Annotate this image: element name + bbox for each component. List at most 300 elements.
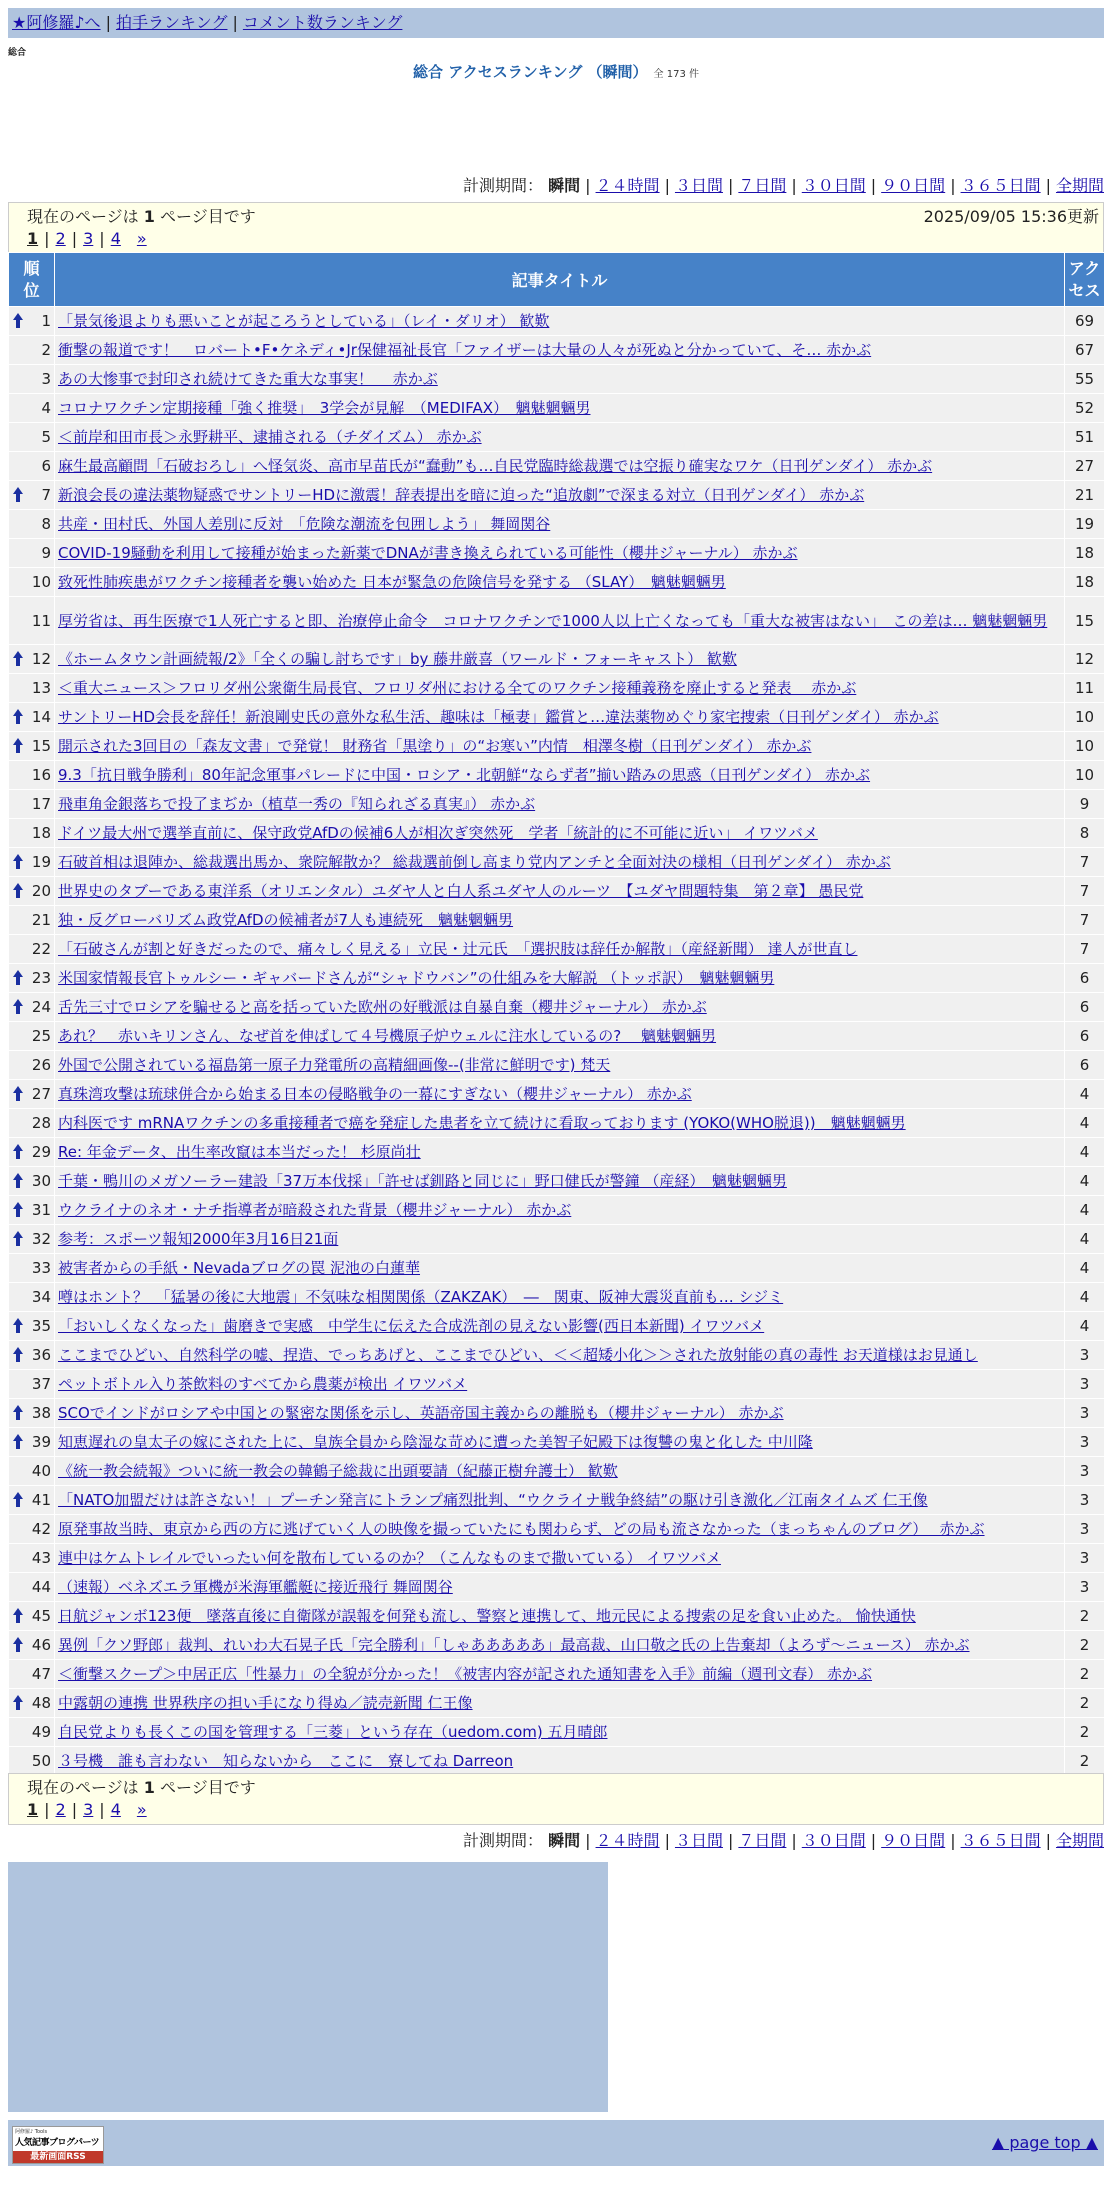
period-link-30d-bottom[interactable]: ３０日間 bbox=[801, 1831, 866, 1850]
access-count: 6 bbox=[1065, 964, 1105, 993]
period-label: 計測期間： bbox=[463, 176, 544, 195]
pager-link-2[interactable]: 2 bbox=[55, 229, 66, 248]
article-link[interactable]: 被害者からの手紙・Nevadaブログの罠 泥池の白蓮華 bbox=[58, 1259, 421, 1277]
article-link[interactable]: 共産・田村氏、外国人差別に反対 「危険な潮流を包囲しよう」 舞岡関谷 bbox=[58, 515, 551, 533]
title-cell bbox=[55, 703, 1065, 732]
rank-number: 32 bbox=[31, 1230, 51, 1248]
period-link-all[interactable]: 全期間 bbox=[1055, 176, 1104, 195]
article-link[interactable]: 千葉・鴨川のメガソーラー建設「37万本伐採」「許せば釧路と同じに」野口健氏が警鐘 （産経） 魑魅魍魎男 bbox=[58, 1172, 787, 1190]
period-link-24h[interactable]: ２４時間 bbox=[595, 176, 660, 195]
access-count: 6 bbox=[1065, 1051, 1105, 1080]
top-nav-bar: ★阿修羅♪へ | 拍手ランキング | コメント数ランキング bbox=[8, 8, 1104, 38]
rank-cell bbox=[9, 510, 55, 539]
rank-up-arrow-icon bbox=[13, 970, 23, 986]
title-cell bbox=[55, 1138, 1065, 1167]
table-row bbox=[9, 877, 1105, 906]
rank-number: 23 bbox=[31, 969, 51, 987]
title-cell bbox=[55, 906, 1065, 935]
rank-number: 47 bbox=[31, 1665, 51, 1683]
ranking-table bbox=[8, 252, 1105, 1776]
article-link[interactable]: 噂はホント？ 「猛暑の後に大地震」不気味な相関関係（ZAKZAK） ― 関東、阪神大震災直前も… シジミ bbox=[58, 1288, 784, 1306]
title-cell bbox=[55, 394, 1065, 423]
article-link[interactable]: ＜衝撃スクープ＞中居正広「性暴力」の全貌が分かった！《被害内容が記された通知書を入手》前編（週刊文春） 赤かぶ bbox=[58, 1665, 873, 1683]
article-link[interactable]: 厚労省は、再生医療で1人死亡すると即、治療停止命令 コロナワクチンで1000人以上亡くなっても「重大な被害はない」 この差は… 魑魅魍魎男 bbox=[58, 611, 1048, 630]
table-row bbox=[9, 1457, 1105, 1486]
article-link[interactable]: 自民党よりも長くこの国を管理する「三菱」という存在（uedom.com) 五月晴郎 bbox=[58, 1723, 608, 1741]
article-link[interactable]: ＜前岸和田市長＞永野耕平、逮捕される（チダイズム） 赤かぶ bbox=[58, 428, 482, 446]
rank-number: 18 bbox=[31, 824, 51, 842]
rank-cell bbox=[9, 1254, 55, 1283]
title-cell bbox=[55, 510, 1065, 539]
table-row bbox=[9, 732, 1105, 761]
title-cell bbox=[55, 481, 1065, 510]
access-count: 4 bbox=[1065, 1312, 1105, 1341]
rank-cell bbox=[9, 790, 55, 819]
access-count: 2 bbox=[1065, 1689, 1105, 1718]
article-link[interactable]: ここまでひどい、自然科学の嘘、捏造、でっちあげと、ここまでひどい、＜＜超矮小化＞＞された放射能の真の毒性 お天道様はお見通し bbox=[58, 1346, 978, 1364]
access-count: 18 bbox=[1065, 568, 1105, 597]
table-row bbox=[9, 1225, 1105, 1254]
title-cell bbox=[55, 1747, 1065, 1776]
rank-number: 25 bbox=[31, 1027, 51, 1045]
table-row bbox=[9, 1573, 1105, 1602]
rank-number: 8 bbox=[41, 515, 51, 533]
title-cell bbox=[55, 568, 1065, 597]
page-title-text: 総合 アクセスランキング （瞬間） bbox=[413, 63, 648, 81]
article-link[interactable]: 《統一教会続報》ついに統一教会の韓鶴子総裁に出頭要請（紀藤正樹弁護士） 歓歎 bbox=[58, 1462, 618, 1480]
title-cell bbox=[55, 307, 1065, 336]
title-cell bbox=[55, 1689, 1065, 1718]
nav-link-applause-ranking[interactable]: 拍手ランキング bbox=[115, 13, 228, 32]
rank-cell bbox=[9, 1573, 55, 1602]
access-count: 8 bbox=[1065, 819, 1105, 848]
pager-top: 1 | 2 | 3 | 4 » bbox=[27, 229, 147, 248]
table-row bbox=[9, 906, 1105, 935]
access-count: 3 bbox=[1065, 1341, 1105, 1370]
article-link[interactable]: 原発事故当時、東京から西の方に逃げていく人の映像を撮っていたにも関わらず、どの局も流さなかった（まっちゃんのブログ） 赤かぶ bbox=[58, 1520, 985, 1538]
article-link[interactable]: 米国家情報長官トゥルシー・ギャバードさんが“シャドウバン”の仕組みを大解説 （トッポ訳） 魑魅魍魎男 bbox=[58, 969, 775, 987]
rank-number: 34 bbox=[31, 1288, 51, 1306]
article-link[interactable]: ペットボトル入り茶飲料のすべてから農薬が検出 イワツバメ bbox=[58, 1375, 468, 1393]
article-link[interactable]: あの大惨事で封印され続けてきた重大な事実！ 赤かぶ bbox=[58, 370, 438, 388]
rank-up-arrow-icon bbox=[13, 1608, 23, 1624]
table-row bbox=[9, 1689, 1105, 1718]
rank-number: 13 bbox=[31, 679, 51, 697]
table-row bbox=[9, 935, 1105, 964]
rank-up-arrow-icon bbox=[13, 1173, 23, 1189]
rank-number: 1 bbox=[41, 312, 51, 330]
article-link[interactable]: SCOでインドがロシアや中国との緊密な関係を示し、英語帝国主義からの離脱も（櫻井ジャーナル） 赤かぶ bbox=[58, 1404, 784, 1422]
title-cell bbox=[55, 964, 1065, 993]
access-count: 2 bbox=[1065, 1602, 1105, 1631]
period-selector-top: 計測期間： 瞬間 | ２４時間 | ３日間 | ７日間 | ３０日間 | ９０日間 | ３６５日間 | 全期間 bbox=[463, 176, 1104, 195]
title-cell bbox=[55, 674, 1065, 703]
title-cell bbox=[55, 761, 1065, 790]
article-link[interactable]: 連中はケムトレイルでいったい何を散布しているのか？（こんなものまで撒いている） イワツバメ bbox=[58, 1549, 721, 1567]
rank-number: 50 bbox=[31, 1752, 51, 1770]
table-row bbox=[9, 1602, 1105, 1631]
table-row bbox=[9, 1399, 1105, 1428]
title-cell bbox=[55, 819, 1065, 848]
title-cell bbox=[55, 1370, 1065, 1399]
title-cell bbox=[55, 1254, 1065, 1283]
page-top-link[interactable]: ▲ page top ▲ bbox=[991, 2133, 1098, 2152]
access-count: 18 bbox=[1065, 539, 1105, 568]
article-link[interactable]: 内科医です mRNAワクチンの多重接種者で癌を発症した患者を立て続けに看取っております (YOKO(WHO脱退)) 魑魅魍魎男 bbox=[58, 1114, 906, 1132]
title-cell bbox=[55, 539, 1065, 568]
table-row bbox=[9, 1196, 1105, 1225]
article-link[interactable]: 世界史のタブーである東洋系（オリエンタル）ユダヤ人と白人系ユダヤ人のルーツ 【ユダヤ問題特集 第２章】 愚民党 bbox=[58, 882, 864, 900]
rank-cell bbox=[9, 1283, 55, 1312]
rank-number: 10 bbox=[31, 573, 51, 591]
rank-cell bbox=[9, 1370, 55, 1399]
rank-number: 44 bbox=[31, 1578, 51, 1596]
rank-number: 29 bbox=[31, 1143, 51, 1161]
rank-number: 20 bbox=[31, 882, 51, 900]
title-cell bbox=[55, 1428, 1065, 1457]
table-row bbox=[9, 1283, 1105, 1312]
article-link[interactable]: 「石破さんが割と好きだったので、痛々しく見える」立民・辻元氏 「選択肢は辞任か解散」（産経新聞） 達人が世直し bbox=[58, 940, 858, 958]
title-cell bbox=[55, 1660, 1065, 1689]
rank-number: 6 bbox=[41, 457, 51, 475]
rank-cell bbox=[9, 1022, 55, 1051]
access-count: 7 bbox=[1065, 906, 1105, 935]
title-cell bbox=[55, 1515, 1065, 1544]
updated-time: 2025/09/05 15:36更新 bbox=[923, 207, 1099, 226]
access-count: 6 bbox=[1065, 1022, 1105, 1051]
table-row bbox=[9, 1747, 1105, 1776]
table-row bbox=[9, 1341, 1105, 1370]
rank-cell bbox=[9, 1602, 55, 1631]
rank-cell bbox=[9, 597, 55, 645]
rank-cell bbox=[9, 1196, 55, 1225]
access-count: 21 bbox=[1065, 481, 1105, 510]
current-page-text: 現在のページは 1 ページ目です bbox=[27, 207, 256, 226]
article-link[interactable]: 開示された3回目の「森友文書」で発覚！ 財務省「黒塗り」の“お寒い”内情 相澤冬樹（日刊ゲンダイ） 赤かぶ bbox=[58, 737, 812, 755]
period-current-bottom: 瞬間 bbox=[548, 1831, 581, 1850]
nav-link-asyura-home[interactable]: ★阿修羅♪へ bbox=[12, 13, 101, 32]
rank-cell bbox=[9, 481, 55, 510]
title-cell bbox=[55, 1109, 1065, 1138]
rank-cell bbox=[9, 732, 55, 761]
category-label: 総合 bbox=[8, 48, 27, 58]
period-link-3d-bottom[interactable]: ３日間 bbox=[674, 1831, 723, 1850]
rank-up-arrow-icon bbox=[13, 1434, 23, 1450]
rank-cell bbox=[9, 568, 55, 597]
rank-cell bbox=[9, 993, 55, 1022]
rank-number: 5 bbox=[41, 428, 51, 446]
period-link-30d[interactable]: ３０日間 bbox=[801, 176, 866, 195]
rank-number: 31 bbox=[31, 1201, 51, 1219]
rank-cell bbox=[9, 1544, 55, 1573]
article-link[interactable]: 日航ジャンボ123便 墜落直後に自衛隊が誤報を何発も流し、警察と連携して、地元民による捜索の足を食い止めた。 愉快通快 bbox=[58, 1607, 916, 1625]
rank-cell bbox=[9, 1138, 55, 1167]
article-link[interactable]: 9.3「抗日戦争勝利」80年記念軍事パレードに中国・ロシア・北朝鮮“ならず者”揃い踏みの思惑（日刊ゲンダイ） 赤かぶ bbox=[58, 766, 871, 784]
rank-up-arrow-icon bbox=[13, 1318, 23, 1334]
rank-number: 48 bbox=[31, 1694, 51, 1712]
blog-parts-logo[interactable]: 阿修羅♪ Tools 人気記事ブログパーツ 最新画面RSS bbox=[12, 2126, 104, 2164]
rank-cell bbox=[9, 964, 55, 993]
article-link[interactable]: 「おいしくなくなった」歯磨きで実感 中学生に伝えた合成洗剤の見えない影響(西日本新聞) イワツバメ bbox=[58, 1317, 765, 1335]
pager-next-bottom[interactable]: » bbox=[136, 1800, 147, 1819]
rank-number: 46 bbox=[31, 1636, 51, 1654]
table-row bbox=[9, 674, 1105, 703]
article-link[interactable]: 飛車角金銀落ちで投了まぢか（植草一秀の『知られざる真実』） 赤かぶ bbox=[58, 795, 536, 813]
access-count: 4 bbox=[1065, 1167, 1105, 1196]
access-count: 3 bbox=[1065, 1457, 1105, 1486]
pager-link-4-bottom[interactable]: 4 bbox=[110, 1800, 121, 1819]
access-count: 11 bbox=[1065, 674, 1105, 703]
article-link[interactable]: 舌先三寸でロシアを騙せると高を括っていた欧州の好戦派は自暴自棄（櫻井ジャーナル） 赤かぶ bbox=[58, 998, 707, 1016]
pager-link-2-bottom[interactable]: 2 bbox=[55, 1800, 66, 1819]
rank-cell bbox=[9, 1689, 55, 1718]
rank-cell bbox=[9, 1486, 55, 1515]
rank-cell bbox=[9, 848, 55, 877]
access-count: 3 bbox=[1065, 1370, 1105, 1399]
access-count: 51 bbox=[1065, 423, 1105, 452]
rank-cell bbox=[9, 365, 55, 394]
access-count: 4 bbox=[1065, 1254, 1105, 1283]
article-link[interactable]: 外国で公開されている福島第一原子力発電所の高精細画像--(非常に鮮明です) 梵天 bbox=[58, 1056, 611, 1074]
period-selector-bottom: 計測期間： 瞬間 | ２４時間 | ３日間 | ７日間 | ３０日間 | ９０日間 | ３６５日間 | 全期間 bbox=[463, 1831, 1104, 1850]
rank-number: 49 bbox=[31, 1723, 51, 1741]
rank-cell bbox=[9, 394, 55, 423]
access-count: 55 bbox=[1065, 365, 1105, 394]
access-count: 7 bbox=[1065, 877, 1105, 906]
rank-number: 33 bbox=[31, 1259, 51, 1277]
table-row bbox=[9, 365, 1105, 394]
rank-up-arrow-icon bbox=[13, 999, 23, 1015]
table-row bbox=[9, 1051, 1105, 1080]
access-count: 6 bbox=[1065, 993, 1105, 1022]
access-count: 19 bbox=[1065, 510, 1105, 539]
title-cell bbox=[55, 1167, 1065, 1196]
table-row bbox=[9, 307, 1105, 336]
rank-cell bbox=[9, 307, 55, 336]
table-row bbox=[9, 1515, 1105, 1544]
article-link[interactable]: （速報）ベネズエラ軍機が米海軍艦艇に接近飛行 舞岡関谷 bbox=[58, 1578, 453, 1596]
article-link[interactable]: 致死性肺疾患がワクチン接種者を襲い始めた 日本が緊急の危険信号を発する （SLAY） 魑魅魍魎男 bbox=[58, 573, 726, 591]
rank-number: 37 bbox=[31, 1375, 51, 1393]
period-link-365d[interactable]: ３６５日間 bbox=[960, 176, 1041, 195]
title-cell bbox=[55, 993, 1065, 1022]
total-count: 全 173 件 bbox=[653, 69, 699, 80]
pager-link-3[interactable]: 3 bbox=[83, 229, 94, 248]
table-row bbox=[9, 568, 1105, 597]
article-link[interactable]: あれ？ 赤いキリンさん、なぜ首を伸ばして４号機原子炉ウェルに注水しているの? 魑魅魍魎男 bbox=[58, 1027, 717, 1045]
rank-cell bbox=[9, 906, 55, 935]
rank-up-arrow-icon bbox=[13, 738, 23, 754]
period-link-7d[interactable]: ７日間 bbox=[738, 176, 787, 195]
rank-cell bbox=[9, 539, 55, 568]
article-link[interactable]: サントリーHD会長を辞任！新浪剛史氏の意外な私生活、趣味は「極妻」鑑賞と…違法薬物めぐり家宅捜索（日刊ゲンダイ） 赤かぶ bbox=[58, 708, 939, 726]
article-link[interactable]: ウクライナのネオ・ナチ指導者が暗殺された背景（櫻井ジャーナル） 赤かぶ bbox=[58, 1201, 572, 1219]
rank-cell bbox=[9, 1428, 55, 1457]
access-count: 15 bbox=[1065, 597, 1105, 645]
article-link[interactable]: 「景気後退よりも悪いことが起ころうとしている」（レイ・ダリオ） 歓歎 bbox=[58, 312, 550, 330]
rank-number: 38 bbox=[31, 1404, 51, 1422]
article-link[interactable]: 参考：スポーツ報知2000年3月16日21面 bbox=[58, 1230, 339, 1248]
table-row bbox=[9, 1660, 1105, 1689]
rank-number: 41 bbox=[31, 1491, 51, 1509]
rank-up-arrow-icon bbox=[13, 487, 23, 503]
rank-cell bbox=[9, 645, 55, 674]
access-count: 2 bbox=[1065, 1631, 1105, 1660]
table-row bbox=[9, 819, 1105, 848]
article-link[interactable]: 新浪会長の違法薬物疑惑でサントリーHDに激震！辞表提出を暗に迫った“追放劇”で深まる対立（日刊ゲンダイ） 赤かぶ bbox=[58, 486, 865, 504]
period-link-3d[interactable]: ３日間 bbox=[674, 176, 723, 195]
access-count: 4 bbox=[1065, 1109, 1105, 1138]
rank-cell bbox=[9, 877, 55, 906]
pager-current-bottom: 1 bbox=[27, 1800, 39, 1819]
article-link[interactable]: 独・反グローバリズム政党AfDの候補者が7人も連続死 魑魅魍魎男 bbox=[58, 911, 514, 929]
current-page-text-bottom: 現在のページは 1 ページ目です bbox=[27, 1778, 256, 1797]
pager-next[interactable]: » bbox=[136, 229, 147, 248]
rank-cell bbox=[9, 452, 55, 481]
rank-cell bbox=[9, 1515, 55, 1544]
period-link-7d-bottom[interactable]: ７日間 bbox=[738, 1831, 787, 1850]
table-row bbox=[9, 993, 1105, 1022]
rank-up-arrow-icon bbox=[13, 651, 23, 667]
nav-link-comment-ranking[interactable]: コメント数ランキング bbox=[242, 13, 403, 32]
rank-up-arrow-icon bbox=[13, 709, 23, 725]
title-cell bbox=[55, 423, 1065, 452]
access-count: 3 bbox=[1065, 1573, 1105, 1602]
table-row bbox=[9, 1167, 1105, 1196]
table-row bbox=[9, 1022, 1105, 1051]
rank-up-arrow-icon bbox=[13, 1202, 23, 1218]
rank-cell bbox=[9, 1399, 55, 1428]
article-link[interactable]: ３号機 誰も言わない 知らないから ここに 寮してね Darreon bbox=[58, 1752, 514, 1770]
rank-cell bbox=[9, 819, 55, 848]
access-count: 4 bbox=[1065, 1138, 1105, 1167]
rank-number: 27 bbox=[31, 1085, 51, 1103]
rank-cell bbox=[9, 1457, 55, 1486]
title-cell bbox=[55, 1080, 1065, 1109]
table-row bbox=[9, 1254, 1105, 1283]
rank-number: 42 bbox=[31, 1520, 51, 1538]
rank-cell bbox=[9, 1718, 55, 1747]
rank-cell bbox=[9, 423, 55, 452]
pager-current: 1 bbox=[27, 229, 39, 248]
rank-number: 12 bbox=[31, 650, 51, 668]
rank-up-arrow-icon bbox=[13, 1695, 23, 1711]
access-count: 4 bbox=[1065, 1225, 1105, 1254]
access-count: 4 bbox=[1065, 1196, 1105, 1225]
title-cell bbox=[55, 1051, 1065, 1080]
rank-cell bbox=[9, 935, 55, 964]
period-link-90d-bottom[interactable]: ９０日間 bbox=[881, 1831, 946, 1850]
article-link[interactable]: 真珠湾攻撃は琉球併合から始まる日本の侵略戦争の一幕にすぎない（櫻井ジャーナル） 赤かぶ bbox=[58, 1085, 692, 1103]
rank-number: 40 bbox=[31, 1462, 51, 1480]
table-row bbox=[9, 1138, 1105, 1167]
table-row bbox=[9, 1080, 1105, 1109]
rank-number: 36 bbox=[31, 1346, 51, 1364]
header-title: 記事タイトル bbox=[55, 253, 1065, 307]
pager-link-3-bottom[interactable]: 3 bbox=[83, 1800, 94, 1819]
title-cell bbox=[55, 1341, 1065, 1370]
access-count: 9 bbox=[1065, 790, 1105, 819]
footer-bar bbox=[8, 2120, 1104, 2166]
rank-cell bbox=[9, 674, 55, 703]
table-row bbox=[9, 1312, 1105, 1341]
period-label-bottom: 計測期間： bbox=[463, 1831, 544, 1850]
access-count: 7 bbox=[1065, 935, 1105, 964]
access-count: 10 bbox=[1065, 703, 1105, 732]
title-cell bbox=[55, 848, 1065, 877]
title-cell bbox=[55, 1225, 1065, 1254]
article-link[interactable]: 石破首相は退陣か、総裁選出馬か、衆院解散か？ 総裁選前倒し高まり党内アンチと全面対決の様相（日刊ゲンダイ） 赤かぶ bbox=[58, 853, 891, 871]
article-link[interactable]: COVID-19騒動を利用して接種が始まった新薬でDNAが書き換えられている可能性（櫻井ジャーナル） 赤かぶ bbox=[58, 544, 798, 562]
access-count: 7 bbox=[1065, 848, 1105, 877]
period-link-365d-bottom[interactable]: ３６５日間 bbox=[960, 1831, 1041, 1850]
title-cell bbox=[55, 790, 1065, 819]
access-count: 12 bbox=[1065, 645, 1105, 674]
title-cell bbox=[55, 1573, 1065, 1602]
access-count: 3 bbox=[1065, 1544, 1105, 1573]
table-row bbox=[9, 481, 1105, 510]
article-link[interactable]: 《ホームタウン計画続報/2》「全くの騙し討ちです」by 藤井厳喜（ワールド・フォーキャスト） 歓歎 bbox=[58, 650, 737, 668]
article-link[interactable]: Re: 年金データ、出生率改竄は本当だった！ 杉原尚壮 bbox=[58, 1143, 421, 1161]
article-link[interactable]: 麻生最高顧問「石破おろし」へ怪気炎、高市早苗氏が“蠢動”も…自民党臨時総裁選では空振り確実なワケ（日刊ゲンダイ） 赤かぶ bbox=[58, 457, 933, 475]
rank-number: 7 bbox=[41, 486, 51, 504]
access-count: 10 bbox=[1065, 761, 1105, 790]
article-link[interactable]: 知恵遅れの皇太子の嫁にされた上に、皇族全員から陰湿な苛めに遭った美智子妃殿下は復讐の鬼と化した 中川隆 bbox=[58, 1433, 813, 1451]
title-cell bbox=[55, 877, 1065, 906]
table-row bbox=[9, 645, 1105, 674]
rank-cell bbox=[9, 1051, 55, 1080]
access-count: 3 bbox=[1065, 1515, 1105, 1544]
rank-number: 22 bbox=[31, 940, 51, 958]
table-row bbox=[9, 336, 1105, 365]
title-cell bbox=[55, 1544, 1065, 1573]
title-cell bbox=[55, 1457, 1065, 1486]
period-link-24h-bottom[interactable]: ２４時間 bbox=[595, 1831, 660, 1850]
title-cell bbox=[55, 1022, 1065, 1051]
rank-up-arrow-icon bbox=[13, 313, 23, 329]
article-link[interactable]: 中露朝の連携 世界秩序の担い手になり得ぬ／読売新聞 仁王像 bbox=[58, 1694, 473, 1712]
pager-link-4[interactable]: 4 bbox=[110, 229, 121, 248]
rank-number: 9 bbox=[41, 544, 51, 562]
table-row bbox=[9, 1370, 1105, 1399]
rank-number: 4 bbox=[41, 399, 51, 417]
page-info-top bbox=[8, 202, 1104, 254]
article-link[interactable]: ＜重大ニュース＞フロリダ州公衆衛生局長官、フロリダ州における全てのワクチン接種義務を廃止すると発表 赤かぶ bbox=[58, 679, 857, 697]
period-link-90d[interactable]: ９０日間 bbox=[881, 176, 946, 195]
rank-number: 28 bbox=[31, 1114, 51, 1132]
article-link[interactable]: 衝撃の報道です！ ロバート•F•ケネディ•Jr保健福祉長官「ファイザーは大量の人々が死ぬと分かっていて、そ… 赤かぶ bbox=[58, 341, 872, 359]
table-row bbox=[9, 539, 1105, 568]
table-row bbox=[9, 703, 1105, 732]
access-count: 67 bbox=[1065, 336, 1105, 365]
table-row bbox=[9, 597, 1105, 645]
table-row bbox=[9, 394, 1105, 423]
article-link[interactable]: 「NATO加盟だけは許さない！」プーチン発言にトランプ痛烈批判、“ウクライナ戦争終結”の駆け引き激化／江南タイムズ 仁王像 bbox=[58, 1491, 928, 1509]
title-cell bbox=[55, 365, 1065, 394]
title-cell bbox=[55, 597, 1065, 645]
rank-up-arrow-icon bbox=[13, 1144, 23, 1160]
access-count: 10 bbox=[1065, 732, 1105, 761]
period-link-all-bottom[interactable]: 全期間 bbox=[1055, 1831, 1104, 1850]
article-link[interactable]: 異例「クソ野郎」裁判、れいわ大石晃子氏「完全勝利」「しゃあああああ」最高裁、山口敬之氏の上告棄却（よろず〜ニュース） 赤かぶ bbox=[58, 1636, 970, 1654]
rank-number: 17 bbox=[31, 795, 51, 813]
article-link[interactable]: コロナワクチン定期接種「強く推奨」 3学会が見解 （MEDIFAX） 魑魅魍魎男 bbox=[58, 399, 591, 417]
rank-number: 16 bbox=[31, 766, 51, 784]
title-cell bbox=[55, 1312, 1065, 1341]
table-row bbox=[9, 964, 1105, 993]
table-row bbox=[9, 1544, 1105, 1573]
article-link[interactable]: ドイツ最大州で選挙直前に、保守政党AfDの候補6人が相次ぎ突然死 学者「統計的に不可能に近い」 イワツバメ bbox=[58, 824, 818, 842]
